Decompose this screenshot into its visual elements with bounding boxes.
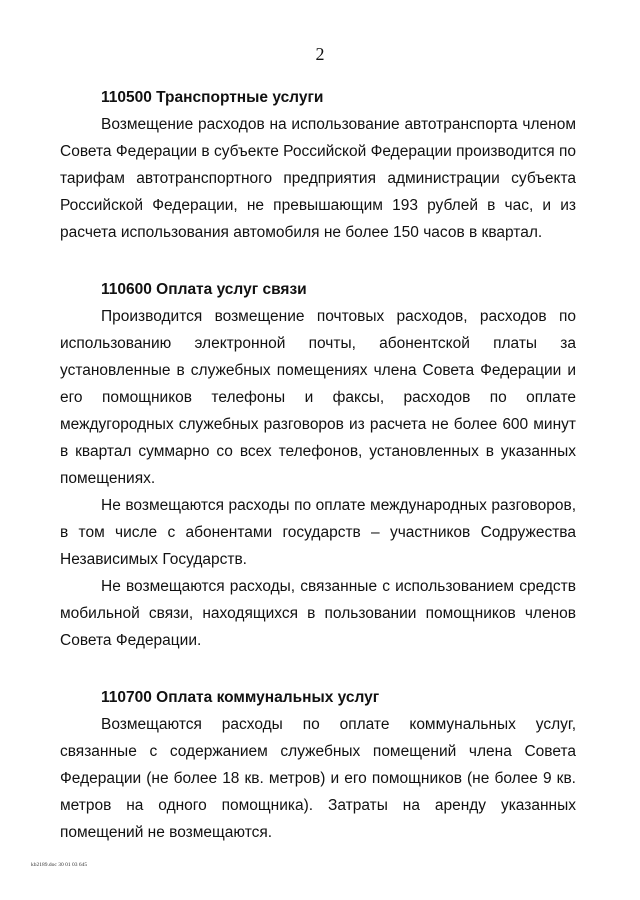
section-title: 110500 Транспортные услуги [101,89,324,106]
section-transport [60,84,576,246]
paragraph: Возмещаются расходы по оплате коммунальных услуг, связанные с содержанием служебных помещений члена Совета Федерации (не более 18 кв. метров) и его помощников (не более 9 кв. метров на одного помощника). Затраты на аренду указанных помещений не возмещаются. [60,716,576,841]
section-title: 110700 Оплата коммунальных услуг [101,689,380,706]
paragraph: Возмещение расходов на использование автотранспорта членом Совета Федерации в субъекте Российской Федерации производится по тарифам автотранспортного предприятия администрации субъекта Российской Федерации, не превышающим 193 рублей в час, и из расчета использования автомобиля не более 150 часов в квартал. [60,116,576,241]
document-body [60,84,576,876]
paragraph: Производится возмещение почтовых расходов, расходов по использованию электронной почты, абонентской платы за установленные в служебных помещениях члена Совета Федерации и его помощников телефоны и факсы, расходов по оплате междугородных служебных разговоров из расчета не более 600 минут в квартал суммарно со всех телефонов, установленных в указанных помещениях. [60,308,576,487]
section-communication [60,276,576,654]
paragraph: Не возмещаются расходы по оплате международных разговоров, в том числе с абонентами государств – участников Содружества Независимых Государств. [60,497,576,568]
section-title: 110600 Оплата услуг связи [101,281,307,298]
footer-file-code: kb2189.doc 30 01 03 645 [31,862,88,868]
paragraph: Не возмещаются расходы, связанные с использованием средств мобильной связи, находящихся в пользовании помощников членов Совета Федерации. [60,578,576,649]
section-utilities [60,684,576,846]
page-number: 2 [315,44,325,64]
